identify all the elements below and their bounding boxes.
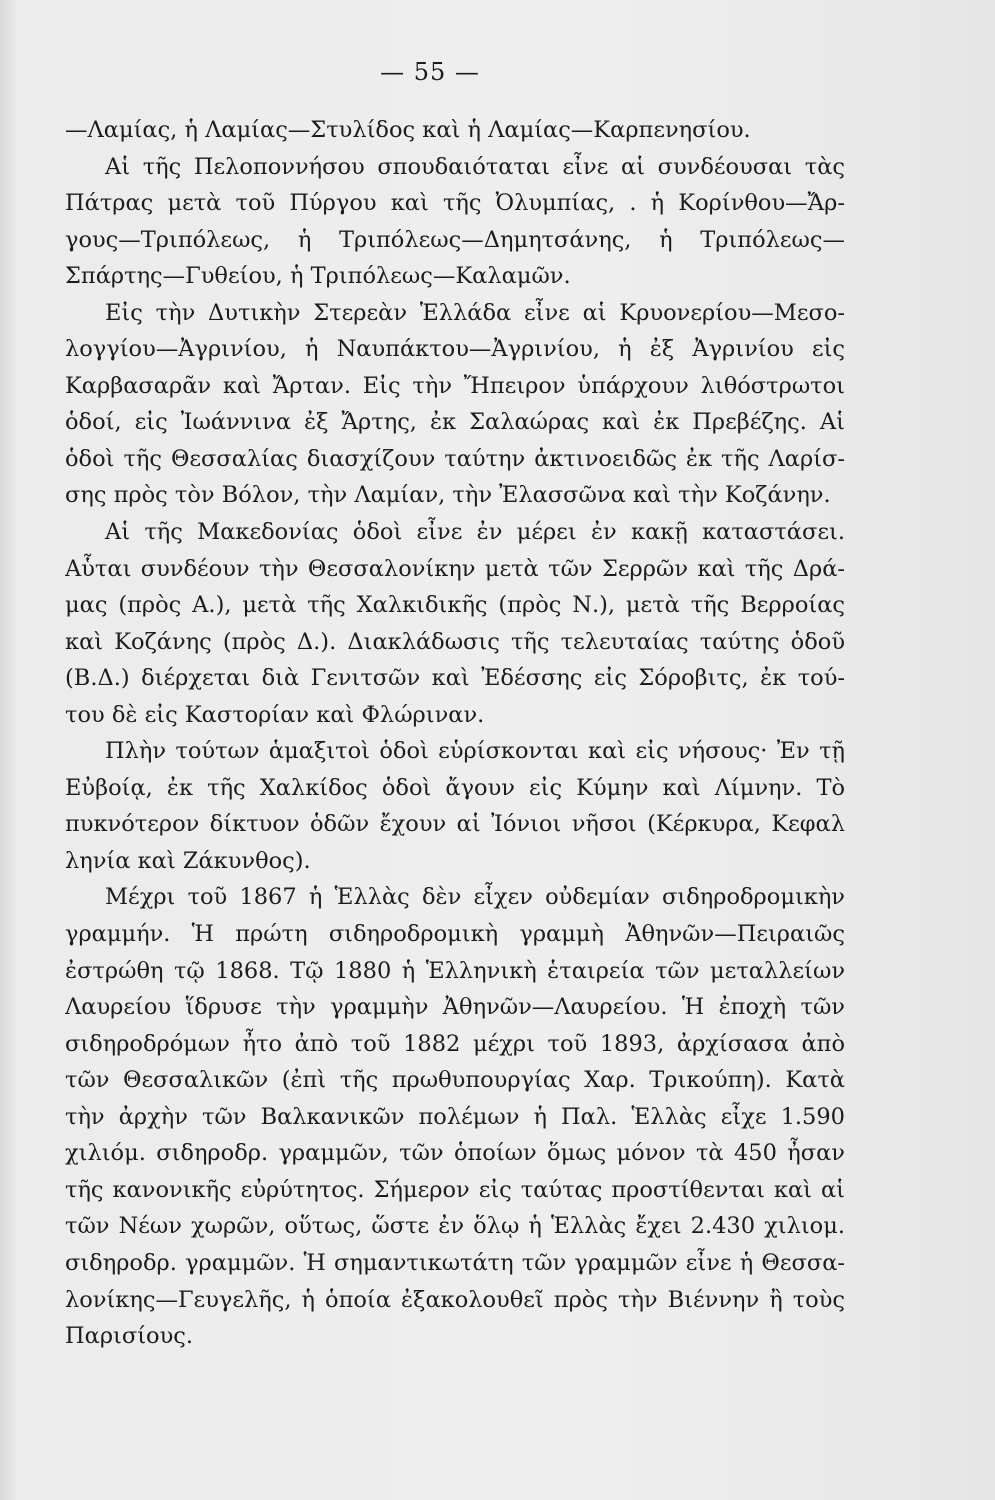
text-line: ληνία καὶ Ζάκυνθος). (65, 847, 311, 874)
text-line: (Β.Δ.) διέρχεται διὰ Γενιτσῶν καὶ Ἐδέσσης εἰς Σόροβιτς, ἐκ τού- (65, 665, 845, 692)
text-line: Αἱ τῆς Πελοποννήσου σπουδαιόταται εἶνε αἱ συνδέουσαι τὰς (105, 153, 845, 180)
text-line: τῆς κανονικῆς εὐρύτητος. Σήμερον εἰς ταύτας προστίθενται καὶ αἱ (65, 1176, 845, 1203)
text-line: Εἰς τὴν Δυτικὴν Στερεὰν Ἑλλάδα εἶνε αἱ Κρυονερίου—Μεσο- (105, 299, 845, 326)
body-text (65, 112, 845, 1355)
text-line: χιλιόμ. σιδηροδρ. γραμμῶν, τῶν ὁποίων ὅμως μόνον τὰ 450 ἦσαν (65, 1140, 845, 1167)
text-line: Λαυρείου ἵδρυσε τὴν γραμμὴν Ἀθηνῶν—Λαυρείου. Ἡ ἐποχὴ τῶν (65, 994, 845, 1021)
text-line: Καρβασαρᾶν καὶ Ἄρταν. Εἰς τὴν Ἤπειρον ὑπάρχουν λιθόστρωτοι (65, 372, 845, 399)
text-line: —Λαμίας, ἡ Λαμίας—Στυλίδος καὶ ἡ Λαμίας—Καρπενησίου. (65, 117, 751, 143)
text-line: του δὲ εἰς Καστορίαν καὶ Φλώριναν. (65, 701, 485, 728)
text-line: πυκνότερον δίκτυον ὁδῶν ἔχουν αἱ Ἰόνιοι νῆσοι (Κέρκυρα, Κεφαλ (65, 811, 845, 838)
text-line: τῶν Νέων χωρῶν, οὕτως, ὥστε ἐν ὅλῳ ἡ Ἑλλὰς ἔχει 2.430 χιλιομ. (65, 1213, 845, 1240)
text-line: Πλὴν τούτων ἁμαξιτοὶ ὁδοὶ εὑρίσκονται καὶ εἰς νήσους· Ἐν τῇ (105, 738, 845, 765)
text-line: σιδηροδρόμων ἦτο ἀπὸ τοῦ 1882 μέχρι τοῦ 1893, ἀρχίσασα ἀπὸ (65, 1030, 845, 1057)
text-line: ἐστρώθη τῷ 1868. Τῷ 1880 ἡ Ἑλληνικὴ ἑταιρεία τῶν μεταλλείων (65, 957, 845, 984)
text-line: Παρισίους. (65, 1323, 194, 1350)
page-number: — 55 — (380, 58, 480, 86)
text-line: τῶν Θεσσαλικῶν (ἐπὶ τῆς πρωθυπουργίας Χαρ. Τρικούπη). Κατὰ (65, 1067, 845, 1094)
text-line: τὴν ἀρχὴν τῶν Βαλκανικῶν πολέμων ἡ Παλ. Ἑλλὰς εἶχε 1.590 (65, 1103, 845, 1130)
text-line: Σπάρτης—Γυθείου, ἡ Τριπόλεως—Καλαμῶν. (65, 263, 571, 290)
text-line: Πάτρας μετὰ τοῦ Πύργου καὶ τῆς Ὀλυμπίας, . ἡ Κορίνθου—Ἄρ- (65, 190, 845, 217)
text-line: ὁδοί, εἰς Ἰωάννινα ἐξ Ἄρτης, ἐκ Σαλαώρας καὶ ἐκ Πρεβέζης. Αἱ (65, 409, 845, 436)
text-line: σης πρὸς τὸν Βόλον, τὴν Λαμίαν, τὴν Ἐλασσῶνα καὶ τὴν Κοζάνην. (65, 482, 831, 509)
text-line: γους—Τριπόλεως, ἡ Τριπόλεως—Δημητσάνης, ἡ Τριπόλεως— (65, 226, 845, 253)
text-line: Αὗται συνδέουν τὴν Θεσσαλονίκην μετὰ τῶν Σερρῶν καὶ τῆς Δρά- (65, 555, 845, 582)
text-line: Μέχρι τοῦ 1867 ἡ Ἑλλὰς δὲν εἶχεν οὐδεμίαν σιδηροδρομικὴν (105, 884, 845, 911)
text-line: ὁδοὶ τῆς Θεσσαλίας διασχίζουν ταύτην ἀκτινοειδῶς ἐκ τῆς Λαρίσ- (65, 445, 845, 472)
text-line: Εὐβοίᾳ, ἐκ τῆς Χαλκίδος ὁδοὶ ἄγουν εἰς Κύμην καὶ Λίμνην. Τὸ (65, 774, 845, 801)
text-line: καὶ Κοζάνης (πρὸς Δ.). Διακλάδωσις τῆς τελευταίας ταύτης ὁδοῦ (65, 628, 845, 655)
text-line: Αἱ τῆς Μακεδονίας ὁδοὶ εἶνε ἐν μέρει ἐν κακῇ καταστάσει. (105, 519, 845, 546)
text-line: λογγίου—Ἀγρινίου, ἡ Ναυπάκτου—Ἀγρινίου, ἡ ἐξ Ἀγρινίου εἰς (65, 336, 845, 363)
text-line: γραμμήν. Ἡ πρώτη σιδηροδρομικὴ γραμμὴ Ἀθηνῶν—Πειραιῶς (65, 921, 845, 948)
text-line: σιδηροδρ. γραμμῶν. Ἡ σημαντικωτάτη τῶν γραμμῶν εἶνε ἡ Θεσσα- (65, 1249, 845, 1276)
text-line: μας (πρὸς Α.), μετὰ τῆς Χαλκιδικῆς (πρὸς Ν.), μετὰ τῆς Βερροίας (65, 592, 845, 619)
text-line: λονίκης—Γευγελῆς, ἡ ὁποία ἐξακολουθεῖ πρὸς τὴν Βιέννην ἢ τοὺς (65, 1286, 845, 1313)
